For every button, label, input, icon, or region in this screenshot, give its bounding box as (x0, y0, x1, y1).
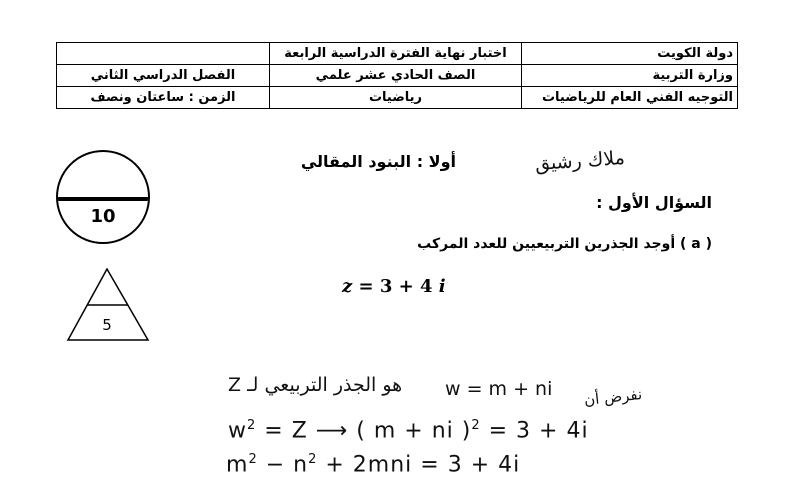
step2-middle: = Z ⟶ ( m + ni ) (256, 418, 472, 444)
section-title: أولا : البنود المقالي (300, 152, 456, 171)
header-grade: الصف الحادي عشر علمي (270, 65, 522, 87)
step2-exponent: 2 (247, 418, 257, 433)
header-row (57, 65, 738, 87)
question-title: السؤال الأول : (596, 193, 712, 212)
exam-header-table (56, 42, 738, 109)
step3-m: m (226, 452, 249, 478)
step3-exponent: 2 (248, 452, 258, 467)
handwritten-assumption-expr: w = m + ni (445, 378, 553, 400)
header-exam-title: اختبار نهاية الفترة الدراسية الرابعة (270, 43, 522, 65)
header-department: التوجيه الفني العام للرياضيات (522, 87, 738, 109)
handwritten-root-description: هو الجذر التربيعي لـ Z (228, 374, 403, 396)
step2-w: w (228, 418, 247, 444)
header-empty-cell (57, 43, 270, 65)
formula-imaginary-unit: i (438, 276, 446, 297)
formula-equals: = (352, 276, 380, 297)
handwritten-student-name: ملاك رشيق (534, 146, 626, 176)
score-circle (56, 150, 150, 244)
header-subject: رياضيات (270, 87, 522, 109)
step3-exponent: 2 (308, 452, 318, 467)
score-divider (58, 197, 148, 201)
header-duration: الزمن : ساعتان ونصف (57, 87, 270, 109)
header-semester: الفصل الدراسي الثاني (57, 65, 270, 87)
task-statement: ( a ) أوجد الجذرين التربيعيين للعدد المركب (417, 236, 712, 252)
step3-result: + 2mni = 3 + 4i (317, 452, 521, 478)
triangle-score: 5 (102, 316, 112, 334)
handwritten-assume-word: نفرض أن (583, 385, 643, 409)
complex-number-formula (342, 276, 446, 297)
step2-exponent: 2 (471, 418, 481, 433)
header-row (57, 87, 738, 109)
formula-lhs: z (342, 276, 353, 297)
header-ministry: وزارة التربية (522, 65, 738, 87)
handwritten-step-3 (226, 452, 520, 477)
score-total: 10 (90, 206, 116, 227)
header-row (57, 43, 738, 65)
header-country: دولة الكويت (522, 43, 738, 65)
step3-n: − n (257, 452, 309, 478)
formula-rhs: 3 + 4 (379, 276, 439, 297)
step2-result: = 3 + 4i (480, 418, 589, 444)
handwritten-step-2 (228, 418, 589, 443)
